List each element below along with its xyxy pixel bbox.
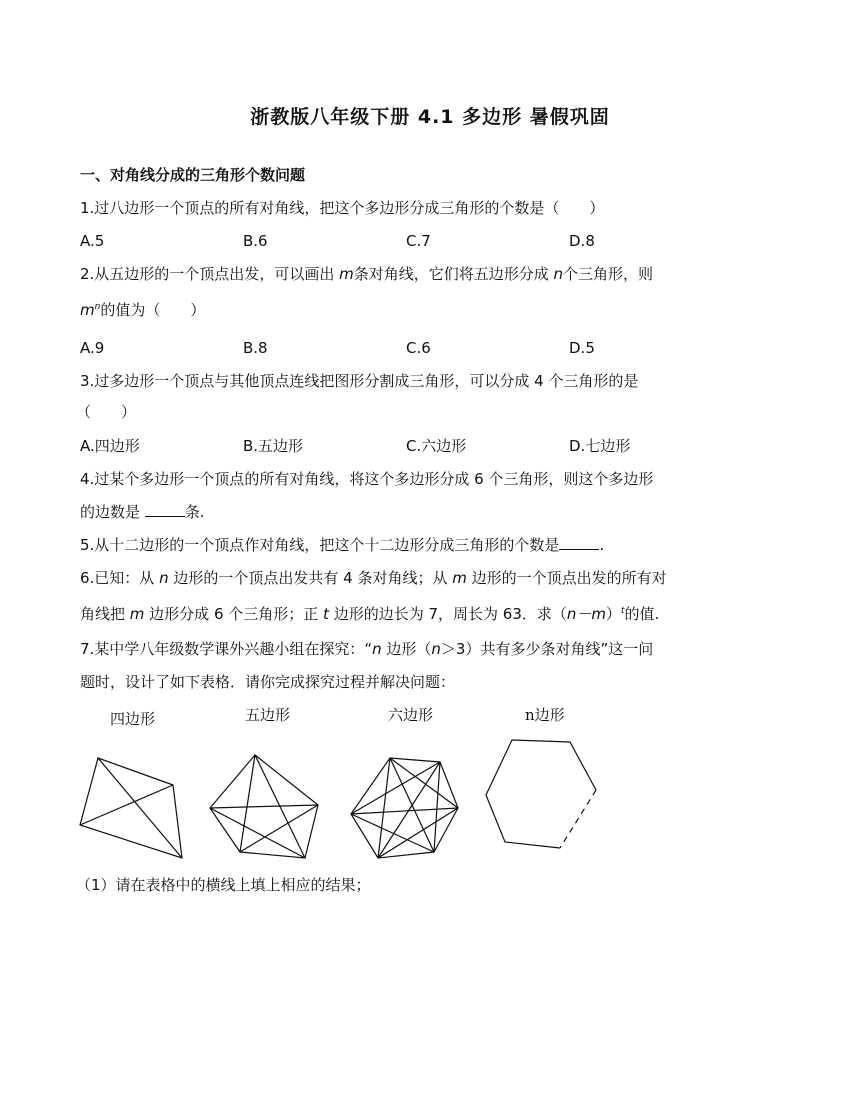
q3-option-a: A.四边形 (80, 437, 140, 455)
question-2-line-2 (80, 296, 205, 321)
q6-exponent-t: t (621, 606, 625, 616)
q6-var-m: m (452, 569, 467, 587)
question-4-line-2 (80, 501, 205, 523)
label-pentagon: 五边形 (245, 706, 291, 724)
q5-text: 5.从十二边形的一个顶点作对角线，把这个十二边形分成三角形的个数是 (80, 536, 560, 554)
page-title: 浙教版八年级下册 4.1 多边形 暑假巩固 (250, 106, 610, 128)
q1-option-c: C.7 (406, 232, 431, 250)
q7-text-c: ＞3）共有多少条对角线”这一问 (440, 640, 654, 658)
q2-text-c: 个三角形，则 (563, 265, 654, 283)
q7-text-a: 7.某中学八年级数学课外兴趣小组在探究：“ (80, 640, 373, 658)
polygons-svg (70, 700, 630, 870)
question-7-line-1 (80, 638, 653, 660)
n-gon-shape (486, 740, 596, 848)
q2-option-c: C.6 (406, 339, 431, 357)
q1-option-b: B.6 (243, 232, 268, 250)
q6-var-n: n (159, 569, 169, 587)
q6-text-c: 边形的一个顶点出发的所有对 (466, 569, 667, 587)
q6-text-d: 角线把 (80, 605, 130, 623)
section-heading: 一、对角线分成的三角形个数问题 (80, 166, 306, 184)
q2-option-a: A.9 (80, 339, 105, 357)
label-n-gon: n边形 (525, 706, 565, 724)
q4-answer-blank (145, 501, 185, 517)
q6-text-h: 的值. (624, 605, 660, 623)
q2-exponent-n: n (94, 302, 101, 312)
q6-text-g: ） (605, 605, 621, 623)
q2-text-a: 2.从五边形的一个顶点出发，可以画出 (80, 265, 340, 283)
question-7-part-1: （1）请在表格中的横线上填上相应的结果； (76, 876, 371, 894)
q2-var-m: m (339, 265, 354, 283)
q3-option-c: C.六边形 (406, 437, 467, 455)
q2-text-b: 条对角线，它们将五边形分成 (353, 265, 554, 283)
q5-end: . (599, 536, 605, 554)
question-3-line-1: 3.过多边形一个顶点与其他顶点连线把图形分割成三角形，可以分成 4 个三角形的是 (80, 372, 639, 390)
q1-option-d: D.8 (569, 232, 595, 250)
q7-var-n2: n (431, 640, 441, 658)
q4-text-a: 的边数是 (80, 503, 145, 521)
label-hexagon: 六边形 (388, 706, 434, 724)
question-6-line-1 (80, 567, 667, 589)
question-2-line-1 (80, 263, 653, 285)
q6-var-t: t (323, 605, 329, 623)
label-quadrilateral: 四边形 (110, 710, 156, 728)
question-7-line-2: 题时，设计了如下表格．请你完成探究过程并解决问题： (80, 673, 456, 691)
question-6-line-2 (80, 600, 659, 625)
q6-expression: n－m (566, 605, 606, 623)
question-4-line-1: 4.过某个多边形一个顶点的所有对角线，将这个多边形分成 6 个三角形，则这个多边形 (80, 470, 654, 488)
hexagon-shape (351, 758, 458, 858)
polygon-figure (70, 700, 630, 870)
q7-text-b: 边形（ (381, 640, 432, 658)
quadrilateral-shape (80, 758, 182, 858)
q2-option-d: D.5 (569, 339, 595, 357)
q6-text-f: 边形的边长为 7，周长为 63．求（ (328, 605, 567, 623)
q3-option-d: D.七边形 (569, 437, 631, 455)
q6-text-b: 边形的一个顶点出发共有 4 条对角线；从 (168, 569, 453, 587)
q2-var-n: n (553, 265, 564, 283)
q2-base-m: m (80, 301, 95, 319)
q6-text-a: 6.已知：从 (80, 569, 160, 587)
q3-option-b: B.五边形 (243, 437, 304, 455)
q7-var-n1: n (372, 640, 382, 658)
question-5 (80, 534, 604, 556)
q4-text-b: 条. (184, 503, 205, 521)
q1-option-a: A.5 (80, 232, 105, 250)
q6-text-e: 边形分成 6 个三角形；正 (144, 605, 324, 623)
q2-text-d: 的值为（ ） (100, 301, 206, 319)
q6-var-m2: m (129, 605, 145, 623)
question-1: 1.过八边形一个顶点的所有对角线，把这个多边形分成三角形的个数是（ ） (80, 199, 605, 217)
pentagon-shape (210, 755, 318, 858)
q5-answer-blank (559, 534, 599, 550)
q2-option-b: B.8 (243, 339, 268, 357)
question-3-line-2: （ ） (76, 403, 137, 421)
